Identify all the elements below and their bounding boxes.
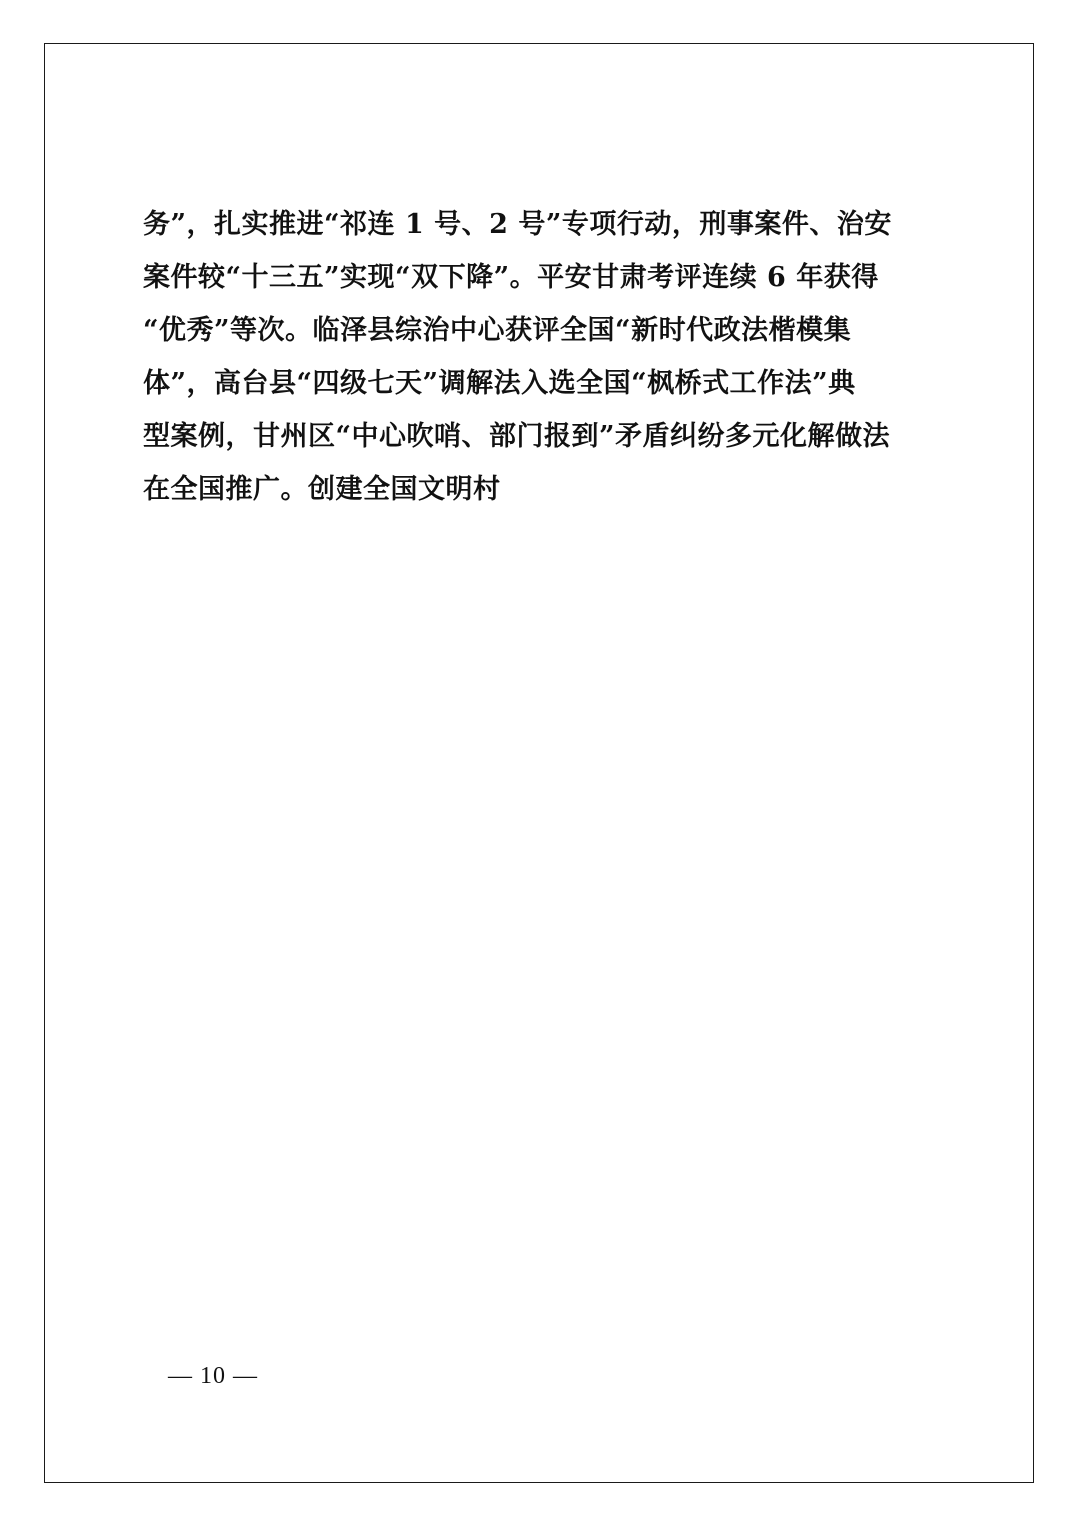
page-number: — 10 —: [168, 1363, 258, 1389]
body-line: 在全国推广。创建全国文明村: [143, 474, 501, 505]
body-line: 体”，高台县“四级七天”调解法入选全国“枫桥式工作法”典: [143, 368, 856, 399]
body-text: [143, 198, 963, 516]
body-line: 案件较“十三五”实现“双下降”。平安甘肃考评连续 6 年获得: [143, 262, 879, 293]
body-line: 型案例，甘州区“中心吹哨、部门报到”矛盾纠纷多元化解做法: [143, 421, 891, 452]
body-line: “优秀”等次。临泽县综治中心获评全国“新时代政法楷模集: [143, 315, 852, 346]
body-line: 务”，扎实推进“祁连 1 号、2 号”专项行动，刑事案件、治安: [143, 209, 892, 240]
